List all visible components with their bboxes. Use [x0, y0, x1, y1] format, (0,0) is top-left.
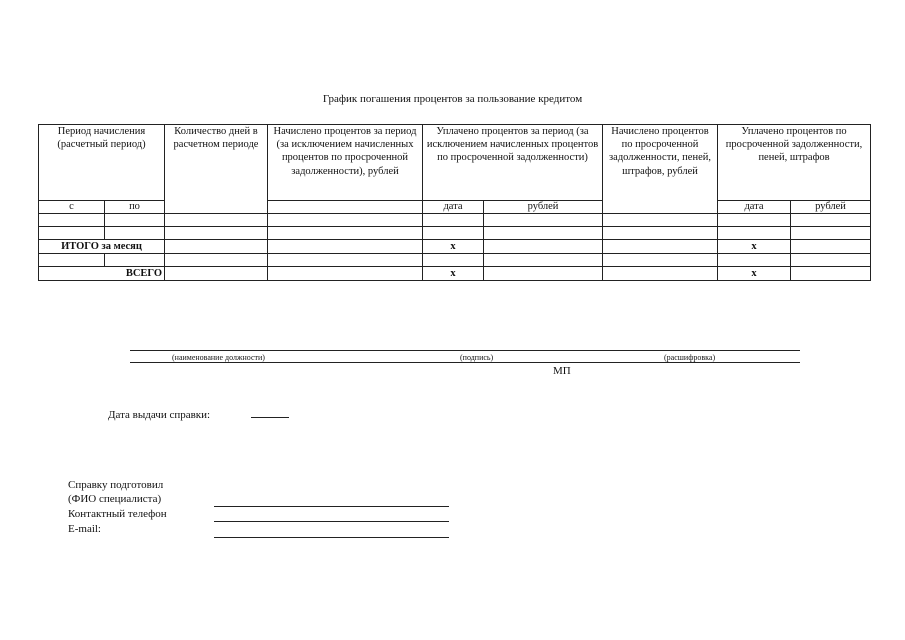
subheader-paid-rub: рублей: [484, 201, 603, 214]
subheader-paid-date: дата: [423, 201, 484, 214]
total-all-x-paid: х: [423, 267, 484, 281]
header-period: Период начисления (расчетный период): [39, 125, 165, 201]
stamp-label: МП: [553, 365, 571, 377]
total-all-row: [39, 267, 871, 281]
table-subheader-row: [39, 201, 871, 214]
repayment-schedule-table: [38, 124, 871, 281]
issue-date: [108, 409, 289, 421]
phone-field[interactable]: [214, 521, 449, 522]
table-header-row: [39, 125, 871, 201]
issue-date-blank: [251, 416, 289, 418]
document-title: График погашения процентов за пользование кредитом: [322, 93, 583, 105]
header-overdue-accrued: Начислено процентов по просроченной задолженности, пеней, штрафов, рублей: [603, 125, 718, 214]
header-overdue-paid: Уплачено процентов по просроченной задолженности, пеней, штрафов: [718, 125, 871, 201]
subheader-from: с: [39, 201, 105, 214]
position-caption: (наименование должности): [172, 353, 265, 362]
header-days: Количество дней в расчетном периоде: [165, 125, 268, 214]
total-month-x-paid: х: [423, 240, 484, 254]
table-row: [39, 214, 871, 227]
phone-label: Контактный телефон: [68, 508, 167, 520]
subheader-overdue-date: дата: [718, 201, 791, 214]
total-all-label: ВСЕГО: [39, 267, 165, 281]
total-month-row: [39, 240, 871, 254]
header-accrued: Начислено процентов за период (за исключением начисленных процентов по просроченной задолженности), рублей: [268, 125, 423, 201]
prepared-by-label: Справку подготовил: [68, 479, 164, 491]
decode-caption: (расшифровка): [664, 353, 716, 362]
table-row: [39, 254, 871, 267]
subheader-accrued-blank: [268, 201, 423, 214]
table-row: [39, 227, 871, 240]
specialist-name-label: (ФИО специалиста): [68, 493, 162, 505]
specialist-name-field[interactable]: [214, 506, 449, 507]
subheader-to: по: [105, 201, 165, 214]
email-field[interactable]: [214, 537, 449, 538]
issue-date-label: Дата выдачи справки:: [108, 409, 211, 421]
sign-caption: (подпись): [460, 353, 494, 362]
total-month-label: ИТОГО за месяц: [39, 240, 165, 254]
email-label: E-mail:: [68, 523, 101, 535]
header-paid: Уплачено процентов за период (за исключением начисленных процентов по просроченной задолженности): [423, 125, 603, 201]
total-month-x-overdue: х: [718, 240, 791, 254]
total-all-x-overdue: х: [718, 267, 791, 281]
signature-top-line: [130, 350, 800, 351]
subheader-overdue-rub: рублей: [791, 201, 871, 214]
signature-bottom-line: [130, 362, 800, 363]
